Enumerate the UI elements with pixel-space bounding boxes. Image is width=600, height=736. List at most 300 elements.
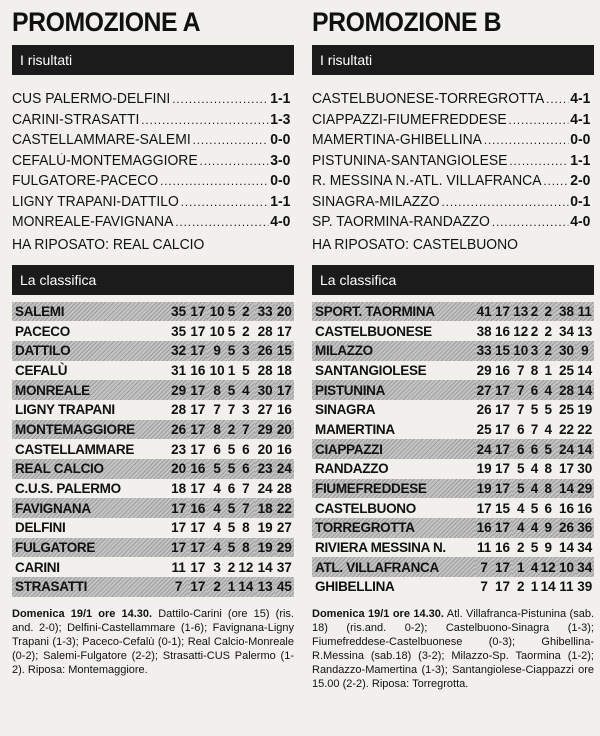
drawn: 6 [530,439,539,459]
points: 17 [169,498,188,518]
standings-row [312,439,594,459]
result-match: CASTELBUONESE-TORREGROTTA [312,91,545,107]
played: 17 [493,557,511,577]
drawn: 5 [530,500,539,516]
team-name: SPORT. TAORMINA [312,302,475,322]
standings-row [312,400,594,420]
points: 41 [475,302,493,322]
points: 29 [169,380,188,400]
drawn: 1 [227,362,236,378]
goals-against: 16 [276,441,292,457]
next-fixtures-date: Domenica 19/1 ore 14.30. [312,607,444,620]
standings-row [12,557,294,577]
won: 4 [207,498,226,518]
played: 15 [493,341,511,361]
lost: 4 [539,380,557,400]
team-name: GHIBELLINA [315,579,395,595]
result-row [12,173,290,194]
team-name: RANDAZZO [315,461,389,477]
goals-for: 25 [558,362,574,378]
next-fixtures-note [312,607,594,691]
drawn: 2 [227,559,236,575]
result-row [312,91,590,112]
result-row [12,112,290,133]
standings-row [12,518,294,538]
points: 38 [476,323,492,339]
result-match: MONREALE-FAVIGNANA [12,214,174,230]
rest-team-note: HA RIPOSATO: CASTELBUONO [312,236,519,253]
team-name: FIUMEFREDDESE [312,479,475,499]
won: 2 [207,577,226,597]
team-name: MAMERTINA [315,421,395,437]
played: 17 [188,577,207,597]
played: 17 [493,518,511,538]
points: 7 [480,579,488,595]
team-name: CASTELBUONO [315,500,416,516]
promozione-a-title: PROMOZIONE A [12,7,201,37]
points: 35 [169,302,188,322]
drawn: 6 [227,481,236,497]
lost: 7 [236,498,255,518]
goals-against: 36 [576,518,594,538]
drawn: 5 [227,441,236,457]
won: 7 [517,402,525,418]
lost: 9 [539,518,557,538]
result-row [12,194,290,215]
goals-for: 23 [255,459,274,479]
result-match: CEFALÙ-MONTEMAGGIORE [12,152,198,169]
goals-against: 30 [577,461,593,477]
lost: 7 [236,420,255,440]
points: 24 [475,439,493,459]
won: 6 [512,439,530,459]
points: 28 [171,402,187,418]
played: 17 [188,420,207,440]
points: 17 [169,538,188,558]
goals-against: 16 [276,402,292,418]
won: 6 [213,441,221,457]
lost: 6 [242,441,250,457]
won: 4 [213,520,221,536]
result-score: 1-1 [270,91,291,107]
result-match: PISTUNINA-SANTANGIOLESE [312,152,508,169]
standings-row [12,459,294,479]
played: 17 [494,579,510,595]
points: 33 [475,341,493,361]
points: 32 [169,341,188,361]
goals-for: 27 [257,402,273,418]
lost: 9 [544,540,552,556]
drawn: 5 [227,520,236,536]
team-name: FAVIGNANA [12,498,169,518]
promozione-a-column [12,0,294,677]
result-match: CUS PALERMO-DELFINI [12,91,171,107]
standings-row [312,498,594,518]
lost: 8 [544,461,552,477]
goals-against: 29 [275,538,294,558]
goals-for: 33 [255,302,274,322]
rest-team-note: HA RIPOSATO: REAL CALCIO [12,236,205,253]
results-header: I risultati [312,45,594,75]
drawn: 3 [530,341,539,361]
standings-row [312,557,594,577]
result-match: CIAPPAZZI-FIUMEFREDDESE [312,111,507,128]
goals-against: 37 [276,559,292,575]
standings-row [12,302,294,322]
lost: 2 [236,302,255,322]
lost: 1 [544,362,552,378]
drawn: 1 [530,579,539,595]
goals-against: 29 [576,479,594,499]
result-match: R. MESSINA N.-ATL. VILLAFRANCA [312,173,542,189]
result-match: CASTELLAMMARE-SALEMI [12,132,191,148]
played: 17 [493,380,511,400]
goals-against: 34 [576,557,594,577]
team-name: DATTILO [12,341,169,361]
won: 7 [517,362,525,378]
won: 5 [517,461,525,477]
played: 17 [190,559,206,575]
points: 7 [475,557,493,577]
drawn: 2 [530,302,539,322]
team-name: CASTELBUONESE [315,323,432,339]
points: 16 [475,518,493,538]
team-name: C.U.S. PALERMO [15,481,121,497]
goals-for: 14 [558,540,574,556]
points: 27 [475,380,493,400]
lost: 8 [242,520,250,536]
standings-row [12,577,294,597]
results-list [12,75,294,255]
goals-against: 28 [276,481,292,497]
won: 9 [207,341,226,361]
promozione-b-column [312,0,594,691]
goals-for: 19 [255,538,274,558]
standings-row [12,361,294,381]
goals-for: 24 [257,481,273,497]
goals-against: 11 [576,302,594,322]
lost: 3 [236,341,255,361]
lost: 5 [544,402,552,418]
played: 17 [494,421,510,437]
won: 2 [517,540,525,556]
result-score: 4-0 [270,214,291,230]
played: 17 [493,302,511,322]
result-score: 0-0 [570,132,591,148]
won: 12 [513,323,529,339]
won: 8 [207,380,226,400]
points: 18 [171,481,187,497]
won: 8 [207,420,226,440]
standings-row [312,459,594,479]
goals-for: 28 [557,380,575,400]
result-score: 1-1 [270,193,291,210]
lost: 2 [242,323,250,339]
drawn: 7 [530,421,539,437]
points: 31 [171,362,187,378]
team-name: RIVIERA MESSINA N. [315,540,446,556]
result-score: 0-1 [570,193,591,210]
played: 17 [494,402,510,418]
goals-against: 34 [577,540,593,556]
result-score: 3-0 [270,152,291,169]
played: 17 [494,461,510,477]
goals-for: 14 [257,559,273,575]
played: 17 [190,520,206,536]
goals-against: 15 [275,341,294,361]
goals-for: 13 [255,577,274,597]
result-row [12,91,290,112]
lost: 6 [236,459,255,479]
goals-for: 24 [557,439,575,459]
lost: 2 [539,341,557,361]
result-score: 4-1 [570,91,591,107]
goals-against: 27 [276,520,292,536]
standings-row [12,538,294,558]
result-match: MAMERTINA-GHIBELLINA [312,132,482,148]
team-name: DELFINI [15,520,66,536]
played: 17 [188,302,207,322]
lost: 8 [236,538,255,558]
won: 10 [207,302,226,322]
goals-for: 18 [255,498,274,518]
played: 16 [190,362,206,378]
goals-for: 22 [558,421,574,437]
goals-against: 39 [577,579,593,595]
drawn: 4 [530,557,539,577]
points: 29 [476,362,492,378]
team-name: CIAPPAZZI [312,439,475,459]
won: 4 [517,500,525,516]
result-score: 1-3 [270,111,291,128]
drawn: 5 [530,402,539,418]
result-row [312,214,590,235]
goals-against: 24 [275,459,294,479]
lost: 4 [236,380,255,400]
goals-for: 26 [557,518,575,538]
next-fixtures-note [12,607,294,677]
drawn: 5 [227,341,237,361]
goals-for: 30 [557,341,575,361]
points: 35 [171,323,187,339]
result-match: LIGNY TRAPANI-DATTILO [12,193,179,210]
result-score: 0-0 [270,132,291,148]
standings-table [12,302,294,597]
lost: 14 [236,577,255,597]
standings-row [12,400,294,420]
lost: 12 [539,557,557,577]
team-name: MONREALE [12,380,169,400]
goals-against: 22 [577,421,593,437]
points: 23 [171,441,187,457]
played: 16 [494,540,510,556]
points: 11 [477,540,492,556]
goals-against: 17 [275,380,294,400]
goals-against: 14 [576,380,594,400]
won: 5 [512,479,530,499]
played: 17 [190,441,206,457]
won: 4 [207,538,226,558]
played: 16 [494,323,510,339]
lost: 3 [242,402,250,418]
result-row [312,173,590,194]
goals-against: 45 [275,577,294,597]
standings-row [312,577,594,597]
team-name: PISTUNINA [312,380,475,400]
goals-for: 10 [557,557,575,577]
drawn: 2 [530,323,539,339]
drawn: 5 [227,323,236,339]
team-name: SINAGRA [315,402,376,418]
team-name: CASTELLAMMARE [15,441,135,457]
result-score: 4-1 [570,111,591,128]
won: 10 [209,323,225,339]
played: 17 [188,380,207,400]
goals-against: 18 [276,362,292,378]
won: 6 [517,421,525,437]
goals-against: 17 [276,323,292,339]
standings-row [312,479,594,499]
result-match: SP. TAORMINA-RANDAZZO [312,214,490,230]
goals-against: 9 [576,341,594,361]
result-match: SINAGRA-MILAZZO [312,193,440,210]
won: 3 [213,559,221,575]
next-fixtures-text: Dattilo-Carini (ore 15) (ris. and. 2-0); Delfini-Castellammare (1-6); Favignana-Ligny Trapani (1-3); Paceco-Cefalù (0-1); Real Calcio-Monreale (0-2); Salemi-Fulgatore (2-2); Strasatti-CUS Palermo (1-2). Riposa: Montemaggiore. [12,607,294,676]
points: 11 [171,559,186,575]
promozione-b-title: PROMOZIONE B [312,7,502,37]
standings-row [12,380,294,400]
goals-against: 20 [275,302,294,322]
standings-row [312,518,594,538]
team-name: MONTEMAGGIORE [12,420,169,440]
team-name: MILAZZO [312,341,475,361]
played: 17 [190,402,206,418]
goals-against: 14 [577,362,593,378]
goals-against: 19 [577,402,593,418]
won: 10 [512,341,530,361]
lost: 6 [544,500,552,516]
team-name: LIGNY TRAPANI [15,402,115,418]
played: 17 [493,479,511,499]
points: 25 [476,421,492,437]
played: 17 [188,538,207,558]
drawn: 4 [530,518,539,538]
won: 1 [512,557,530,577]
drawn: 5 [227,302,237,322]
points: 7 [169,577,188,597]
points: 26 [169,420,188,440]
team-name: STRASATTI [12,577,169,597]
result-row [312,112,590,133]
standings-row [312,302,594,322]
played: 17 [493,439,511,459]
standings-row [12,341,294,361]
team-name: CARINI [15,559,60,575]
goals-against: 22 [275,498,294,518]
team-name: SANTANGIOLESE [315,362,427,378]
result-score: 1-1 [570,152,591,169]
team-name: FULGATORE [12,538,169,558]
lost: 14 [540,579,556,595]
goals-for: 14 [557,479,575,499]
lost: 2 [539,302,557,322]
standings-row [12,498,294,518]
won: 2 [517,579,525,595]
results-list [312,75,594,255]
played: 16 [494,362,510,378]
standings-row [312,538,594,558]
lost: 12 [238,559,254,575]
drawn: 5 [227,380,237,400]
points: 19 [476,461,492,477]
team-name: REAL CALCIO [12,459,169,479]
drawn: 5 [227,498,237,518]
played: 15 [494,500,510,516]
standings-header: La classifica [12,265,294,295]
result-match: CARINI-STRASATTI [12,111,140,128]
won: 10 [209,362,225,378]
points: 17 [171,520,187,536]
team-name: SALEMI [12,302,169,322]
goals-for: 17 [558,461,574,477]
goals-against: 13 [577,323,593,339]
played: 17 [190,323,206,339]
drawn: 4 [530,461,539,477]
standings-table [312,302,594,597]
drawn: 5 [227,538,237,558]
drawn: 2 [227,420,237,440]
standings-row [12,439,294,459]
team-name: TORREGROTTA [312,518,475,538]
results-header: I risultati [12,45,294,75]
goals-for: 26 [255,341,274,361]
lost: 7 [242,481,250,497]
standings-row [12,420,294,440]
result-row [12,214,290,235]
result-row [312,132,590,153]
team-name: PACECO [15,323,70,339]
played: 17 [190,481,206,497]
next-fixtures-text: Atl. Villafranca-Pistunina (sab. 18) (ris.and. 0-2); Castelbuono-Sinagra (1-3); Fiumefreddese-Castelbuonese (0-3); Ghibellina-R.Messina (sab.18) (3-2); Milazzo-Sp. Taormina (1-2); Randazzo-Mamertina (1-3); Santangiolese-Ciappazzi ore 15.00 (2-2). Riposa: Torregrotta. [312,607,594,690]
goals-for: 11 [559,579,574,595]
played: 16 [188,459,207,479]
goals-for: 28 [257,323,273,339]
standings-row [312,341,594,361]
won: 4 [213,481,221,497]
next-fixtures-date: Domenica 19/1 ore 14.30. [12,607,153,620]
drawn: 7 [227,402,236,418]
points: 26 [476,402,492,418]
team-name: ATL. VILLAFRANCA [312,557,475,577]
standings-row [312,361,594,381]
goals-for: 38 [557,302,575,322]
drawn: 5 [227,459,237,479]
result-row [12,153,290,174]
result-row [312,153,590,174]
played: 17 [188,341,207,361]
points: 17 [476,500,492,516]
drawn: 4 [530,479,539,499]
goals-for: 30 [255,380,274,400]
result-score: 4-0 [570,214,591,230]
result-row [12,132,290,153]
standings-header: La classifica [312,265,594,295]
goals-for: 19 [257,520,273,536]
lost: 8 [539,479,557,499]
standings-row [12,321,294,341]
goals-against: 16 [577,500,593,516]
result-match: FULGATORE-PACECO [12,173,159,189]
